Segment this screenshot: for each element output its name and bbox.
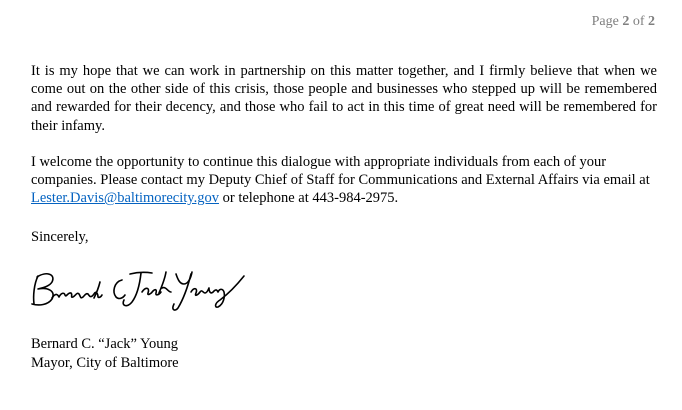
email-link[interactable]: Lester.Davis@baltimorecity.gov xyxy=(31,190,219,207)
signer-title: Mayor, City of Baltimore xyxy=(31,354,179,371)
paragraph-contact xyxy=(31,153,657,208)
page-total: 2 xyxy=(648,14,655,29)
page-number xyxy=(592,14,655,30)
paragraph-partnership: It is my hope that we can work in partnership on this matter together, and I firmly believe that when we come out on the other side of this crisis, those people and businesses who stepped up will be remembered and rewarded for their decency, and those who fail to act in this time of great need will be remembered for their infamy. xyxy=(31,63,657,134)
signature-image xyxy=(28,262,246,312)
contact-text-start: I welcome the opportunity to continue this dialogue with appropriate individuals from each of your companies. Please contact my Deputy Chief of Staff for Communications and External Affairs via email at xyxy=(31,153,650,189)
page-prefix: Page xyxy=(591,14,623,29)
signature-block xyxy=(31,335,179,372)
letter-body xyxy=(31,62,657,225)
page-of: of xyxy=(629,14,648,29)
page-current: 2 xyxy=(622,14,630,29)
signer-name: Bernard C. “Jack” Young xyxy=(31,336,178,352)
closing: Sincerely, xyxy=(31,229,89,245)
contact-text-end: or telephone at 443-984-2975. xyxy=(218,190,399,207)
